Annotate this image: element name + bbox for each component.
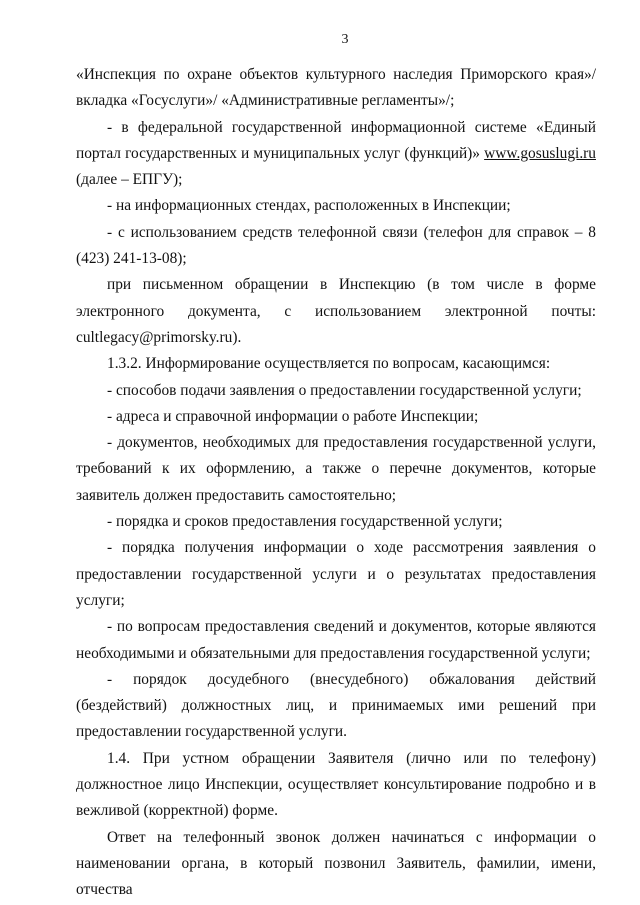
paragraph-1: «Инспекция по охране объектов культурного наследия Приморского края»/ вкладка «Госуслуги»/ «Административные регламенты»/; <box>76 66 596 110</box>
gosuslugi-link[interactable]: www.gosuslugi.ru <box>484 144 596 162</box>
page-number: 3 <box>341 32 349 47</box>
paragraph-14: 1.4. При устном обращении Заявителя (лично или по телефону) должностное лицо Инспекции, осуществляет консультирование подробно и в вежливой (корректной) форме. <box>76 749 596 820</box>
paragraph-9: - документов, необходимых для предоставления государственной услуги, требований к их оформлению, а также о перечне документов, которые заявитель должен предоставить самостоятельно; <box>76 434 596 504</box>
paragraph-2-after: (далее – ЕПГУ); <box>76 171 183 189</box>
paragraph-2 <box>76 115 596 194</box>
document-body <box>76 62 596 904</box>
paragraph-3: - на информационных стендах, расположенных в Инспекции; <box>107 197 511 215</box>
paragraph-4: - с использованием средств телефонной связи (телефон для справок – 8 (423) 241-13-08); <box>76 223 596 268</box>
paragraph-5: при письменном обращении в Инспекцию (в том числе в форме электронного документа, с использованием электронной почты: cultlegacy@primorsky.ru). <box>76 276 596 346</box>
paragraph-6: 1.3.2. Информирование осуществляется по вопросам, касающимся: <box>107 355 551 373</box>
paragraph-15: Ответ на телефонный звонок должен начинаться с информации о наименовании органа, в который позвонил Заявитель, фамилии, имени, отчества <box>76 828 596 899</box>
paragraph-13: - порядок досудебного (внесудебного) обжалования действий (бездействий) должностных лиц, и принимаемых ими решений при предоставлении государственной услуги. <box>76 670 596 741</box>
paragraph-2-text: - в федеральной государственной информационной системе «Единый портал государственных и муниципальных услуг (функций)» <box>76 118 596 162</box>
paragraph-10: - порядка и сроков предоставления государственной услуги; <box>107 513 503 531</box>
paragraph-11: - порядка получения информации о ходе рассмотрения заявления о предоставлении государственной услуги и о результатах предоставления услуги; <box>76 539 596 609</box>
paragraph-7: - способов подачи заявления о предоставлении государственной услуги; <box>107 381 582 399</box>
paragraph-12: - по вопросам предоставления сведений и документов, которые являются необходимыми и обязательными для предоставления государственной услуги; <box>76 618 596 662</box>
paragraph-8: - адреса и справочной информации о работе Инспекции; <box>107 407 479 425</box>
